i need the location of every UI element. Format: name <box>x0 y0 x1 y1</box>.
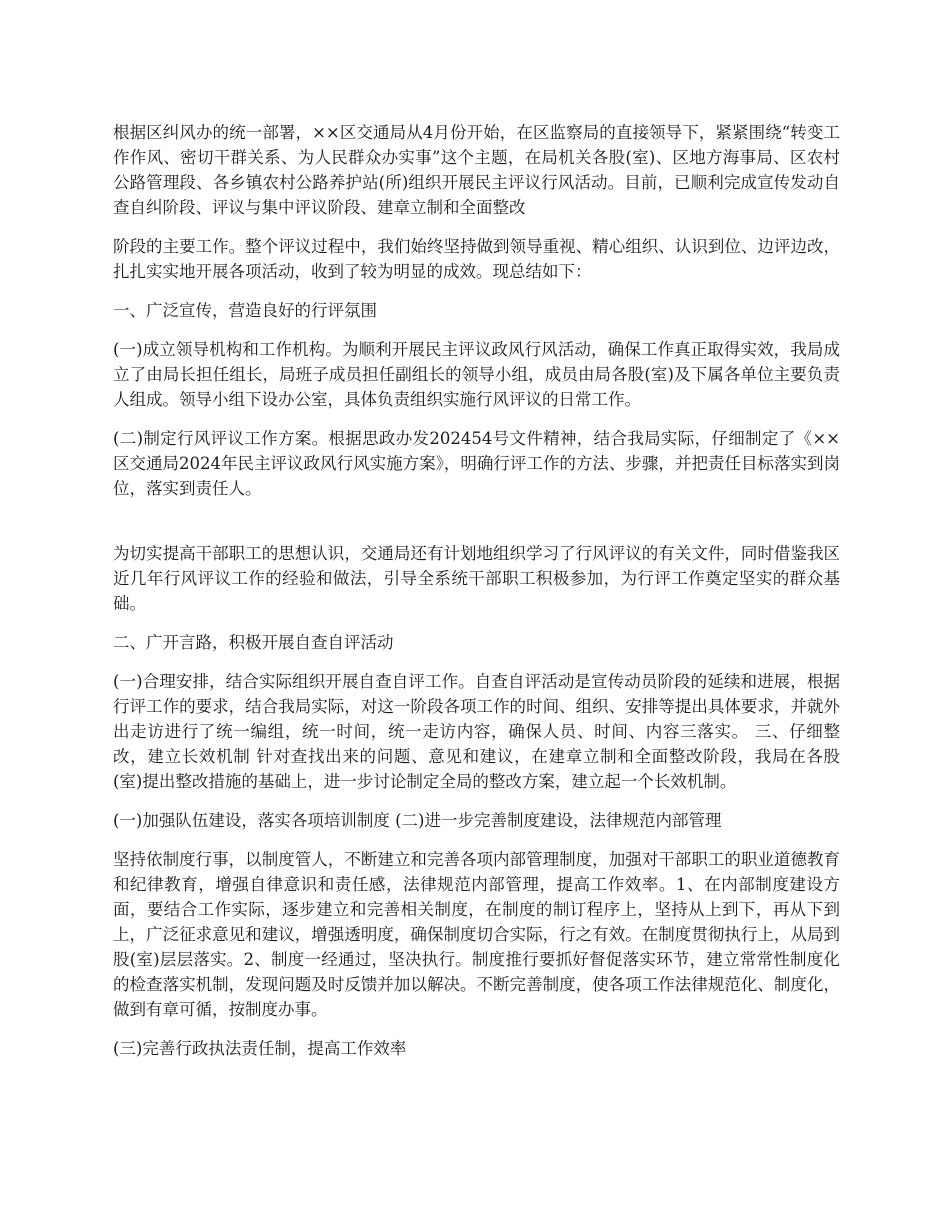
intro-paragraph: 根据区纠风办的统一部署，××区交通局从4月份开始，在区监察局的直接领导下，紧紧围绕“转变工作作风、密切干群关系、为人民群众办实事”这个主题，在局机关各股(室)、区地方海事局、区农村公路管理段、各乡镇农村公路养护站(所)组织开展民主评议行风活动。目前，已顺利完成宣传发动自查自纠阶段、评议与集中评议阶段、建章立制和全面整改 <box>113 123 840 217</box>
paragraph-leadership-organization: (一)成立领导机构和工作机构。为顺利开展民主评议政风行风活动，确保工作真正取得实效，我局成立了由局长担任组长，局班子成员担任副组长的领导小组，成员由局各股(室)及下属各单位主要负责人组成。领导小组下设办公室，具体负责组织实施行风评议的日常工作。 <box>113 340 840 409</box>
subheading-team-building: (一)加强队伍建设，落实各项培训制度 (二)进一步完善制度建设，法律规范内部管理 <box>113 811 722 830</box>
paragraph-work-plan: (二)制定行风评议工作方案。根据思政办发202454号文件精神，结合我局实际，仔细制定了《××区交通局2024年民主评议政风行风实施方案》，明确行评工作的方法、步骤，并把责任目标落实到岗位，落实到责任人。 <box>113 429 840 498</box>
section-heading-2: 二、广开言路，积极开展自查自评活动 <box>113 633 394 652</box>
document-body <box>113 120 840 1075</box>
paragraph-study: 为切实提高干部职工的思想认识，交通局还有计划地组织学习了行风评议的有关文件，同时借鉴我区近几年行风评议工作的经验和做法，引导全系统干部职工积极参加，为行评工作奠定坚实的群众基础。 <box>113 544 840 613</box>
intro-paragraph-continued: 阶段的主要工作。整个评议过程中，我们始终坚持做到领导重视、精心组织、认识到位、边评边改，扎扎实实地开展各项活动，收到了较为明显的成效。现总结如下： <box>113 237 840 281</box>
paragraph-system-building: 坚持依制度行事，以制度管人，不断建立和完善各项内部管理制度，加强对干部职工的职业道德教育和纪律教育，增强自律意识和责任感，法律规范内部管理，提高工作效率。1、在内部制度建设方面，要结合工作实际，逐步建立和完善相关制度，在制度的制订程序上，坚持从上到下，再从下到上，广泛征求意见和建议，增强透明度，确保制度切合实际，行之有效。在制度贯彻执行上，从局到股(室)层层落实。2、制度一经通过，坚决执行。制度推行要抓好督促落实环节，建立常常性制度化的检查落实机制，发现问题及时反馈并加以解决。不断完善制度，使各项工作法律规范化、制度化，做到有章可循，按制度办事。 <box>113 850 840 1019</box>
section-heading-1: 一、广泛宣传，营造良好的行评氛围 <box>113 301 377 320</box>
paragraph-self-review: (一)合理安排，结合实际组织开展自查自评工作。自查自评活动是宣传动员阶段的延续和进展，根据行评工作的要求，结合我局实际，对这一阶段各项工作的时间、组织、安排等提出具体要求，并就外出走访进行了统一编组，统一时间，统一走访内容，确保人员、时间、内容三落实。 三、仔细整改，建立长效机制 针对查找出来的问题、意见和建议，在建章立制和全面整改阶段，我局在各股(室)提出整改措施的基础上，进一步讨论制定全局的整改方案，建立起一个长效机制。 <box>113 672 840 791</box>
subheading-law-enforcement: (三)完善行政执法责任制，提高工作效率 <box>113 1039 407 1058</box>
